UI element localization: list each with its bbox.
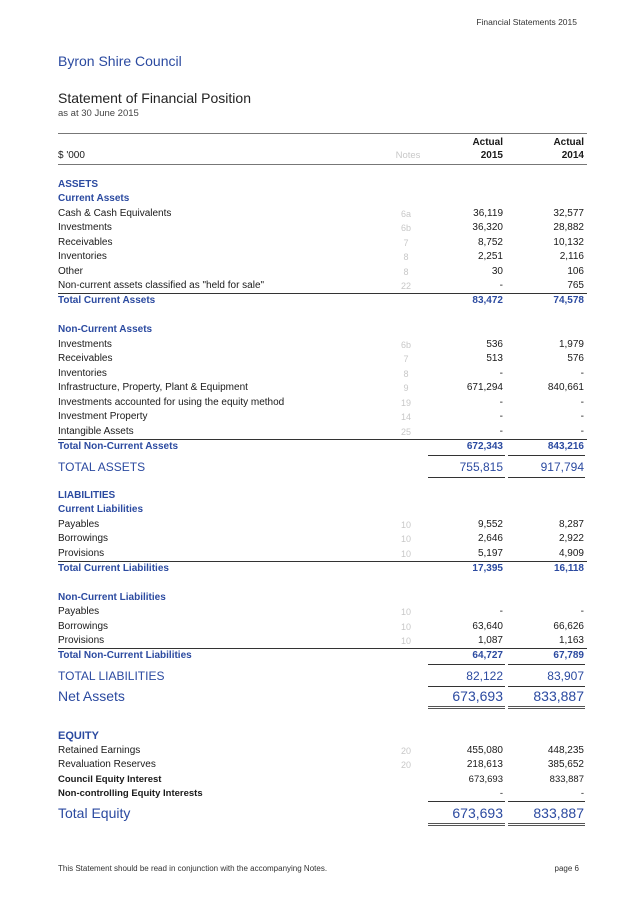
document-header: Financial Statements 2015 (476, 17, 577, 27)
footer-note: This Statement should be read in conjunction with the accompanying Notes. (58, 864, 328, 873)
rule (508, 455, 585, 456)
table-row: Provisions 10 1,087 1,163 (58, 635, 584, 646)
table-row: Investments accounted for using the equity method 19 - - (58, 397, 584, 408)
table-row: Retained Earnings 20 455,080 448,235 (58, 745, 584, 756)
table-row: Investment Property 14 - - (58, 411, 584, 422)
total-equity: Total Equity 673,693 833,887 (58, 805, 584, 821)
rule (508, 477, 585, 478)
rule (508, 801, 585, 802)
table-row: Investments 6b 536 1,979 (58, 339, 584, 350)
table-row: Other 8 30 106 (58, 266, 584, 277)
statement-subtitle: as at 30 June 2015 (58, 108, 139, 119)
col-year-2014: 2014 (561, 150, 584, 161)
column-header-years (58, 149, 587, 163)
column-header-actual (58, 136, 587, 150)
col-notes: Notes (395, 150, 421, 161)
table-row: Non-current assets classified as "held for sale" 22 - 765 (58, 280, 584, 291)
rule (508, 706, 585, 709)
table-row: Receivables 7 513 576 (58, 353, 584, 364)
current-assets-heading: Current Assets (58, 193, 130, 204)
rule (428, 706, 505, 709)
rule (428, 823, 505, 826)
total-current-assets: Total Current Assets 83,472 74,578 (58, 295, 584, 306)
table-row: Intangible Assets 25 - - (58, 426, 584, 437)
council-name: Byron Shire Council (58, 53, 182, 69)
total-noncurrent-assets: Total Non-Current Assets 672,343 843,216 (58, 441, 584, 452)
assets-heading: ASSETS (58, 179, 99, 190)
col-year-2015: 2015 (480, 150, 503, 161)
noncontrolling-equity: Non-controlling Equity Interests - - (58, 788, 584, 799)
total-liabilities: TOTAL LIABILITIES 82,122 83,907 (58, 669, 584, 683)
table-row: Borrowings 10 63,640 66,626 (58, 621, 584, 632)
table-row: Cash & Cash Equivalents 6a 36,119 32,577 (58, 208, 584, 219)
col-actual-2015: Actual (472, 137, 503, 148)
total-noncurrent-liabilities: Total Non-Current Liabilities 64,727 67,789 (58, 650, 584, 661)
table-row: Payables 10 - - (58, 606, 584, 617)
total-current-liabilities: Total Current Liabilities 17,395 16,118 (58, 563, 584, 574)
rule (428, 801, 505, 802)
rule (428, 477, 505, 478)
table-row: Infrastructure, Property, Plant & Equipment 9 671,294 840,661 (58, 382, 584, 393)
header-rule (58, 164, 587, 165)
col-actual-2014: Actual (553, 137, 584, 148)
table-top-rule (58, 133, 587, 134)
col-unit: $ '000 (58, 150, 85, 161)
table-row: Payables 10 9,552 8,287 (58, 519, 584, 530)
net-assets: Net Assets 673,693 833,887 (58, 688, 584, 704)
current-liabilities-heading: Current Liabilities (58, 504, 144, 515)
table-row: Receivables 7 8,752 10,132 (58, 237, 584, 248)
noncurrent-assets-heading: Non-Current Assets (58, 324, 153, 335)
council-equity-interest: Council Equity Interest 673,693 833,887 (58, 774, 584, 785)
table-row: Investments 6b 36,320 28,882 (58, 222, 584, 233)
statement-title: Statement of Financial Position (58, 90, 251, 106)
rule (428, 455, 505, 456)
equity-heading: EQUITY (58, 730, 99, 742)
page-number: page 6 (554, 864, 579, 873)
table-row: Borrowings 10 2,646 2,922 (58, 533, 584, 544)
rule (428, 664, 505, 665)
rule (508, 664, 585, 665)
rule (508, 823, 585, 826)
table-row: Revaluation Reserves 20 218,613 385,652 (58, 759, 584, 770)
table-row: Inventories 8 - - (58, 368, 584, 379)
table-row: Provisions 10 5,197 4,909 (58, 548, 584, 559)
total-assets: TOTAL ASSETS 755,815 917,794 (58, 460, 584, 474)
table-row: Inventories 8 2,251 2,116 (58, 251, 584, 262)
noncurrent-liabilities-heading: Non-Current Liabilities (58, 592, 166, 603)
liabilities-heading: LIABILITIES (58, 490, 116, 501)
